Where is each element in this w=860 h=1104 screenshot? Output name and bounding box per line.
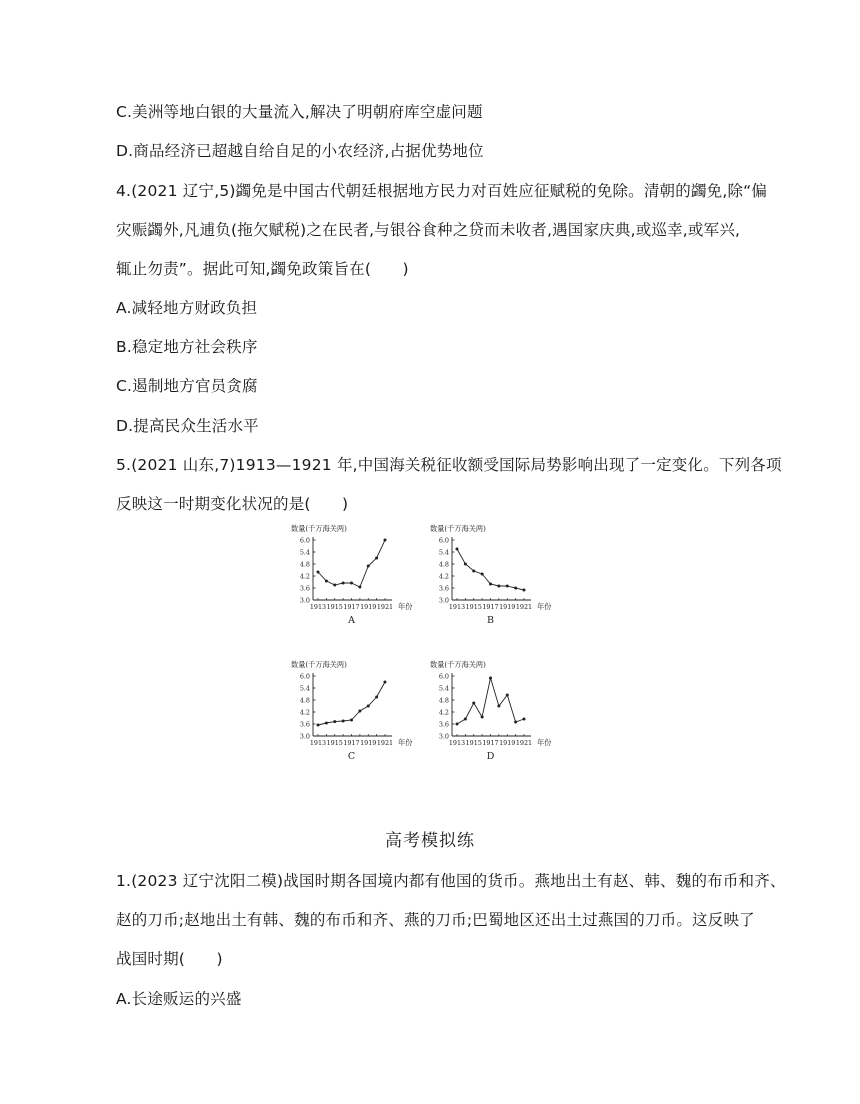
y-tick-label: 5.4 (438, 684, 449, 693)
data-point (523, 718, 526, 721)
data-point (342, 582, 345, 585)
chart-a (291, 524, 413, 626)
mock-question-1-line-3: 战国时期( ) (116, 950, 223, 968)
x-tick-label: 1919 (360, 739, 377, 747)
x-tick-label: 1921 (515, 739, 533, 747)
q4-option-b: B.稳定地方社会秩序 (116, 338, 258, 356)
y-tick-label: 3.6 (438, 720, 449, 729)
y-tick-label: 4.8 (299, 560, 310, 569)
data-point (497, 705, 500, 708)
chart-caption: A (348, 615, 355, 626)
y-tick-label: 4.2 (438, 572, 449, 581)
y-tick-label: 4.2 (299, 572, 310, 581)
x-tick-label: 1915 (465, 603, 482, 611)
chart-b (430, 524, 552, 626)
q4-option-a: A.减轻地方财政负担 (116, 299, 258, 317)
section-title: 高考模拟练 (385, 831, 475, 851)
y-tick-label: 3.6 (438, 584, 449, 593)
y-tick-label: 3.0 (299, 732, 310, 741)
data-point (464, 563, 467, 566)
y-tick-label: 4.8 (438, 696, 449, 705)
x-tick-label: 1921 (376, 739, 394, 747)
x-tick-label: 1913 (448, 603, 466, 611)
y-tick-label: 3.0 (438, 596, 449, 605)
x-tick-label: 1915 (326, 603, 343, 611)
data-point (375, 696, 378, 699)
q4-option-d: D.提高民众生活水平 (116, 417, 259, 435)
x-tick-label: 1913 (309, 739, 327, 747)
data-point (350, 719, 353, 722)
y-tick-label: 6.0 (438, 672, 449, 681)
y-axis-label: 数量(千万海关两) (430, 660, 486, 669)
data-point (472, 570, 475, 573)
x-tick-label: 1913 (448, 739, 466, 747)
question-5-line-1: 5.(2021 山东,7)1913—1921 年,中国海关税征收额受国际局势影响出现了一定变化。下列各项 (116, 456, 782, 474)
chart-d (430, 660, 552, 762)
data-point (317, 571, 320, 574)
mock-question-1-line-2: 赵的刀币;赵地出土有韩、魏的布币和齐、燕的刀币;巴蜀地区还出土过燕国的刀币。这反映了 (116, 911, 755, 929)
data-point (375, 557, 378, 560)
x-axis-label: 年份 (398, 738, 413, 747)
chart-caption: D (486, 751, 495, 762)
x-axis-label: 年份 (537, 738, 552, 747)
y-tick-label: 5.4 (299, 684, 310, 693)
mock-q1-option-a: A.长途贩运的兴盛 (116, 990, 242, 1008)
x-tick-label: 1915 (326, 739, 343, 747)
y-tick-label: 5.4 (438, 548, 449, 557)
data-point (506, 585, 509, 588)
data-point (481, 716, 484, 719)
data-point (497, 585, 500, 588)
data-point (325, 580, 328, 583)
x-tick-label: 1917 (482, 739, 499, 747)
x-tick-label: 1917 (343, 739, 360, 747)
y-tick-label: 5.4 (299, 548, 310, 557)
data-point (489, 583, 492, 586)
x-tick-label: 1919 (499, 603, 516, 611)
y-tick-label: 4.2 (299, 708, 310, 717)
data-point (367, 705, 370, 708)
x-tick-label: 1917 (482, 603, 499, 611)
x-tick-label: 1921 (515, 603, 533, 611)
data-point (472, 702, 475, 705)
y-tick-label: 3.6 (299, 720, 310, 729)
data-point (317, 724, 320, 727)
series-line (457, 678, 524, 724)
y-tick-label: 6.0 (299, 536, 310, 545)
y-axis-label: 数量(千万海关两) (430, 524, 486, 533)
y-tick-label: 3.0 (299, 596, 310, 605)
data-point (481, 573, 484, 576)
data-point (384, 681, 387, 684)
y-tick-label: 4.2 (438, 708, 449, 717)
data-point (506, 694, 509, 697)
x-tick-label: 1921 (376, 603, 394, 611)
chart-caption: C (347, 751, 356, 762)
x-axis-label: 年份 (398, 602, 413, 611)
data-point (464, 718, 467, 721)
y-tick-label: 4.8 (299, 696, 310, 705)
data-point (358, 586, 361, 589)
option-c-line: C.美洲等地白银的大量流入,解决了明朝府库空虚问题 (116, 103, 483, 121)
data-point (358, 710, 361, 713)
y-tick-label: 6.0 (299, 672, 310, 681)
option-d-line: D.商品经济已超越自给自足的小农经济,占据优势地位 (116, 142, 484, 160)
y-axis-label: 数量(千万海关两) (291, 660, 347, 669)
data-point (367, 565, 370, 568)
data-point (489, 677, 492, 680)
data-point (350, 582, 353, 585)
x-tick-label: 1919 (360, 603, 377, 611)
y-tick-label: 3.6 (299, 584, 310, 593)
question-4-line-3: 辄止勿责”。据此可知,蠲免政策旨在( ) (116, 260, 409, 278)
data-point (456, 548, 459, 551)
data-point (325, 722, 328, 725)
series-line (318, 540, 385, 587)
question-4-line-2: 灾赈蠲外,凡逋负(拖欠赋税)之在民者,与银谷食种之贷而未收者,遇国家庆典,或巡幸,或军兴, (116, 221, 741, 239)
mock-question-1-line-1: 1.(2023 辽宁沈阳二模)战国时期各国境内都有他国的货币。燕地出土有赵、韩、魏的布币和齐、 (116, 872, 786, 890)
data-point (514, 721, 517, 724)
data-point (514, 587, 517, 590)
x-tick-label: 1919 (499, 739, 516, 747)
data-point (456, 723, 459, 726)
question-4-line-1: 4.(2021 辽宁,5)蠲免是中国古代朝廷根据地方民力对百姓应征赋税的免除。清朝的蠲免,除“偏 (116, 182, 768, 200)
data-point (342, 720, 345, 723)
question-5-line-2: 反映这一时期变化状况的是( ) (116, 495, 349, 513)
y-tick-label: 3.0 (438, 732, 449, 741)
data-point (333, 720, 336, 723)
chart-caption: B (487, 615, 494, 626)
data-point (523, 589, 526, 592)
x-tick-label: 1915 (465, 739, 482, 747)
data-point (333, 584, 336, 587)
y-tick-label: 4.8 (438, 560, 449, 569)
chart-c (291, 660, 413, 762)
x-axis-label: 年份 (537, 602, 552, 611)
y-tick-label: 6.0 (438, 536, 449, 545)
x-tick-label: 1913 (309, 603, 327, 611)
y-axis-label: 数量(千万海关两) (291, 524, 347, 533)
data-point (384, 539, 387, 542)
x-tick-label: 1917 (343, 603, 360, 611)
q4-option-c: C.遏制地方官员贪腐 (116, 377, 258, 395)
